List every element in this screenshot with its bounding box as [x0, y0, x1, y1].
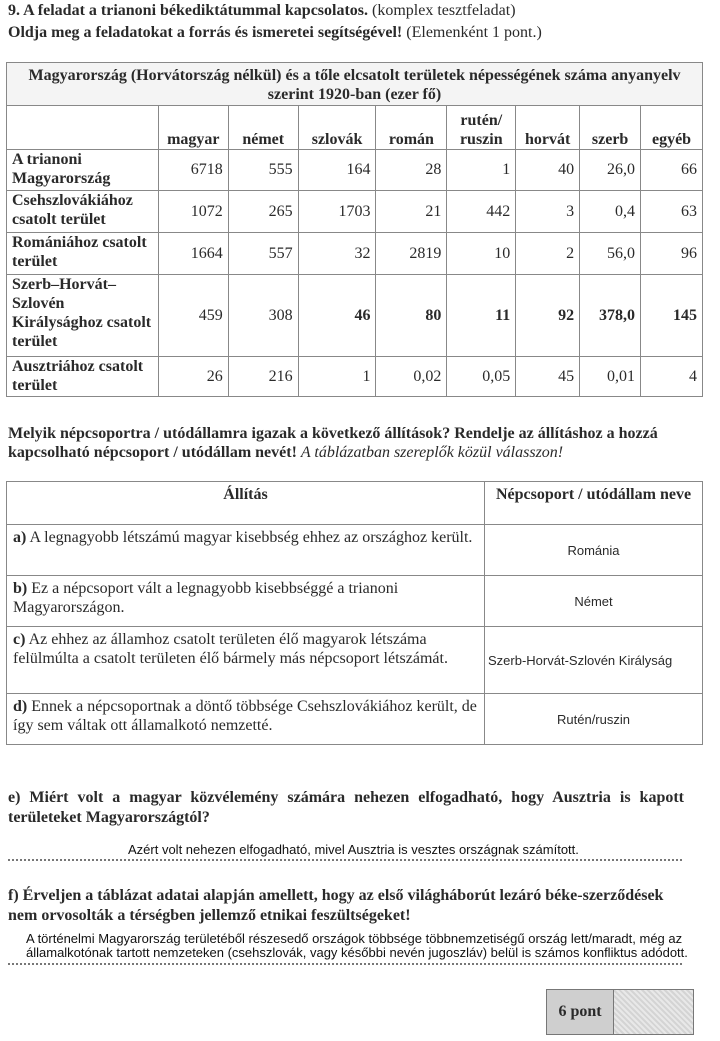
answer-field[interactable]: Románia — [485, 525, 703, 576]
answer-field[interactable]: Német — [485, 576, 703, 627]
answer-e[interactable]: Azért volt nehezen elfogadható, mivel Ausztria is vesztes országnak számított. — [128, 842, 579, 857]
table-row: Ausztriához csatolt terület 26 216 1 0,02 0,05 45 0,01 4 — [7, 357, 703, 397]
column-header: magyar — [158, 106, 228, 150]
score-field — [614, 990, 693, 1034]
population-table — [6, 62, 703, 397]
column-header: német — [228, 106, 298, 150]
row-label: Csehszlovákiához csatolt terület — [7, 191, 159, 233]
row-label: Ausztriához csatolt terület — [7, 357, 159, 397]
table-row: Csehszlovákiához csatolt terület 1072 265 1703 21 442 3 0,4 63 — [7, 191, 703, 233]
answer-f[interactable]: A történelmi Magyarország területéből részesedő országok többsége többnemzetiségű ország lett/maradt, még az államalkotónak tartott nemzeteken (csehszlovák, vagy későbbi nevén jugoszláv) belül is számos konfliktus adódott. — [26, 931, 688, 960]
table-row: Romániához csatolt terület 1664 557 32 2819 10 2 56,0 96 — [7, 233, 703, 275]
answer-field[interactable]: Rutén/ruszin — [485, 694, 703, 745]
statement-table — [6, 481, 703, 745]
statement-row: d) Ennek a népcsoportnak a döntő többsége Csehszlovákiához került, de így sem váltak ott államalkotó nemzetté. Rutén/ruszin — [7, 694, 703, 745]
task-instruction: Oldja meg a feladatokat a forrás és ismeretei segítségével! (Elemenként 1 pont.) — [8, 24, 542, 41]
table-row: A trianoni Magyarország 6718 555 164 28 1 40 26,0 66 — [7, 150, 703, 191]
table-row: Szerb–Horvát– Szlovén Királysághoz csatolt terület 459 308 46 80 11 92 378,0 145 — [7, 275, 703, 357]
statement-header: Állítás — [7, 482, 485, 525]
column-header: egyéb — [641, 106, 703, 150]
question-text: Melyik népcsoportra / utódállamra igazak a következő állítások? Rendelje az állításhoz a hozzá kapcsolható népcsoport / utódállam nevét! A táblázatban szereplők közül válasszon! — [8, 425, 658, 461]
table-caption: Magyarország (Horvátország nélkül) és a tőle elcsatolt területek népességének száma anyanyelv szerint 1920-ban (ezer fő) — [7, 63, 703, 106]
question-f: f) Érveljen a táblázat adatai alapján amellett, hogy az első világháborút lezáró béke-szerződések nem orvosolták a térségben jellemző etnikai feszültségeket! — [8, 887, 664, 924]
table-header-row — [7, 106, 703, 150]
answer-line — [8, 963, 682, 965]
row-label: Romániához csatolt terület — [7, 233, 159, 275]
statement-row: c) Az ehhez az államhoz csatolt területen élő magyarok létszáma felülmúlta a csatolt területen élő bármely más népcsoport létszámát. Szerb-Horvát-Szlovén Királyság — [7, 627, 703, 694]
statement-row: a) A legnagyobb létszámú magyar kisebbség ehhez az országhoz került. Románia — [7, 525, 703, 576]
answer-field[interactable]: Szerb-Horvát-Szlovén Királyság — [485, 627, 703, 694]
statement-row: b) Ez a népcsoport vált a legnagyobb kisebbséggé a trianoni Magyarországon. Német — [7, 576, 703, 627]
row-label: Szerb–Horvát– Szlovén Királysághoz csatolt terület — [7, 275, 159, 357]
answer-header: Népcsoport / utódállam neve — [485, 482, 703, 525]
score-label: 6 pont — [547, 990, 614, 1034]
column-header: horvát — [516, 106, 580, 150]
question-e: e) Miért volt a magyar közvélemény számára nehezen elfogadható, hogy Ausztria is kapott területeket Magyarországtól? — [8, 789, 684, 826]
column-header: rutén/ ruszin — [447, 106, 516, 150]
column-header: román — [376, 106, 447, 150]
task-title: 9. A feladat a trianoni békediktátummal kapcsolatos. (komplex tesztfeladat) — [8, 2, 516, 19]
column-header: szlovák — [298, 106, 376, 150]
column-header: szerb — [580, 106, 641, 150]
answer-line — [8, 859, 682, 861]
score-box — [546, 989, 694, 1035]
row-label: A trianoni Magyarország — [7, 150, 159, 191]
